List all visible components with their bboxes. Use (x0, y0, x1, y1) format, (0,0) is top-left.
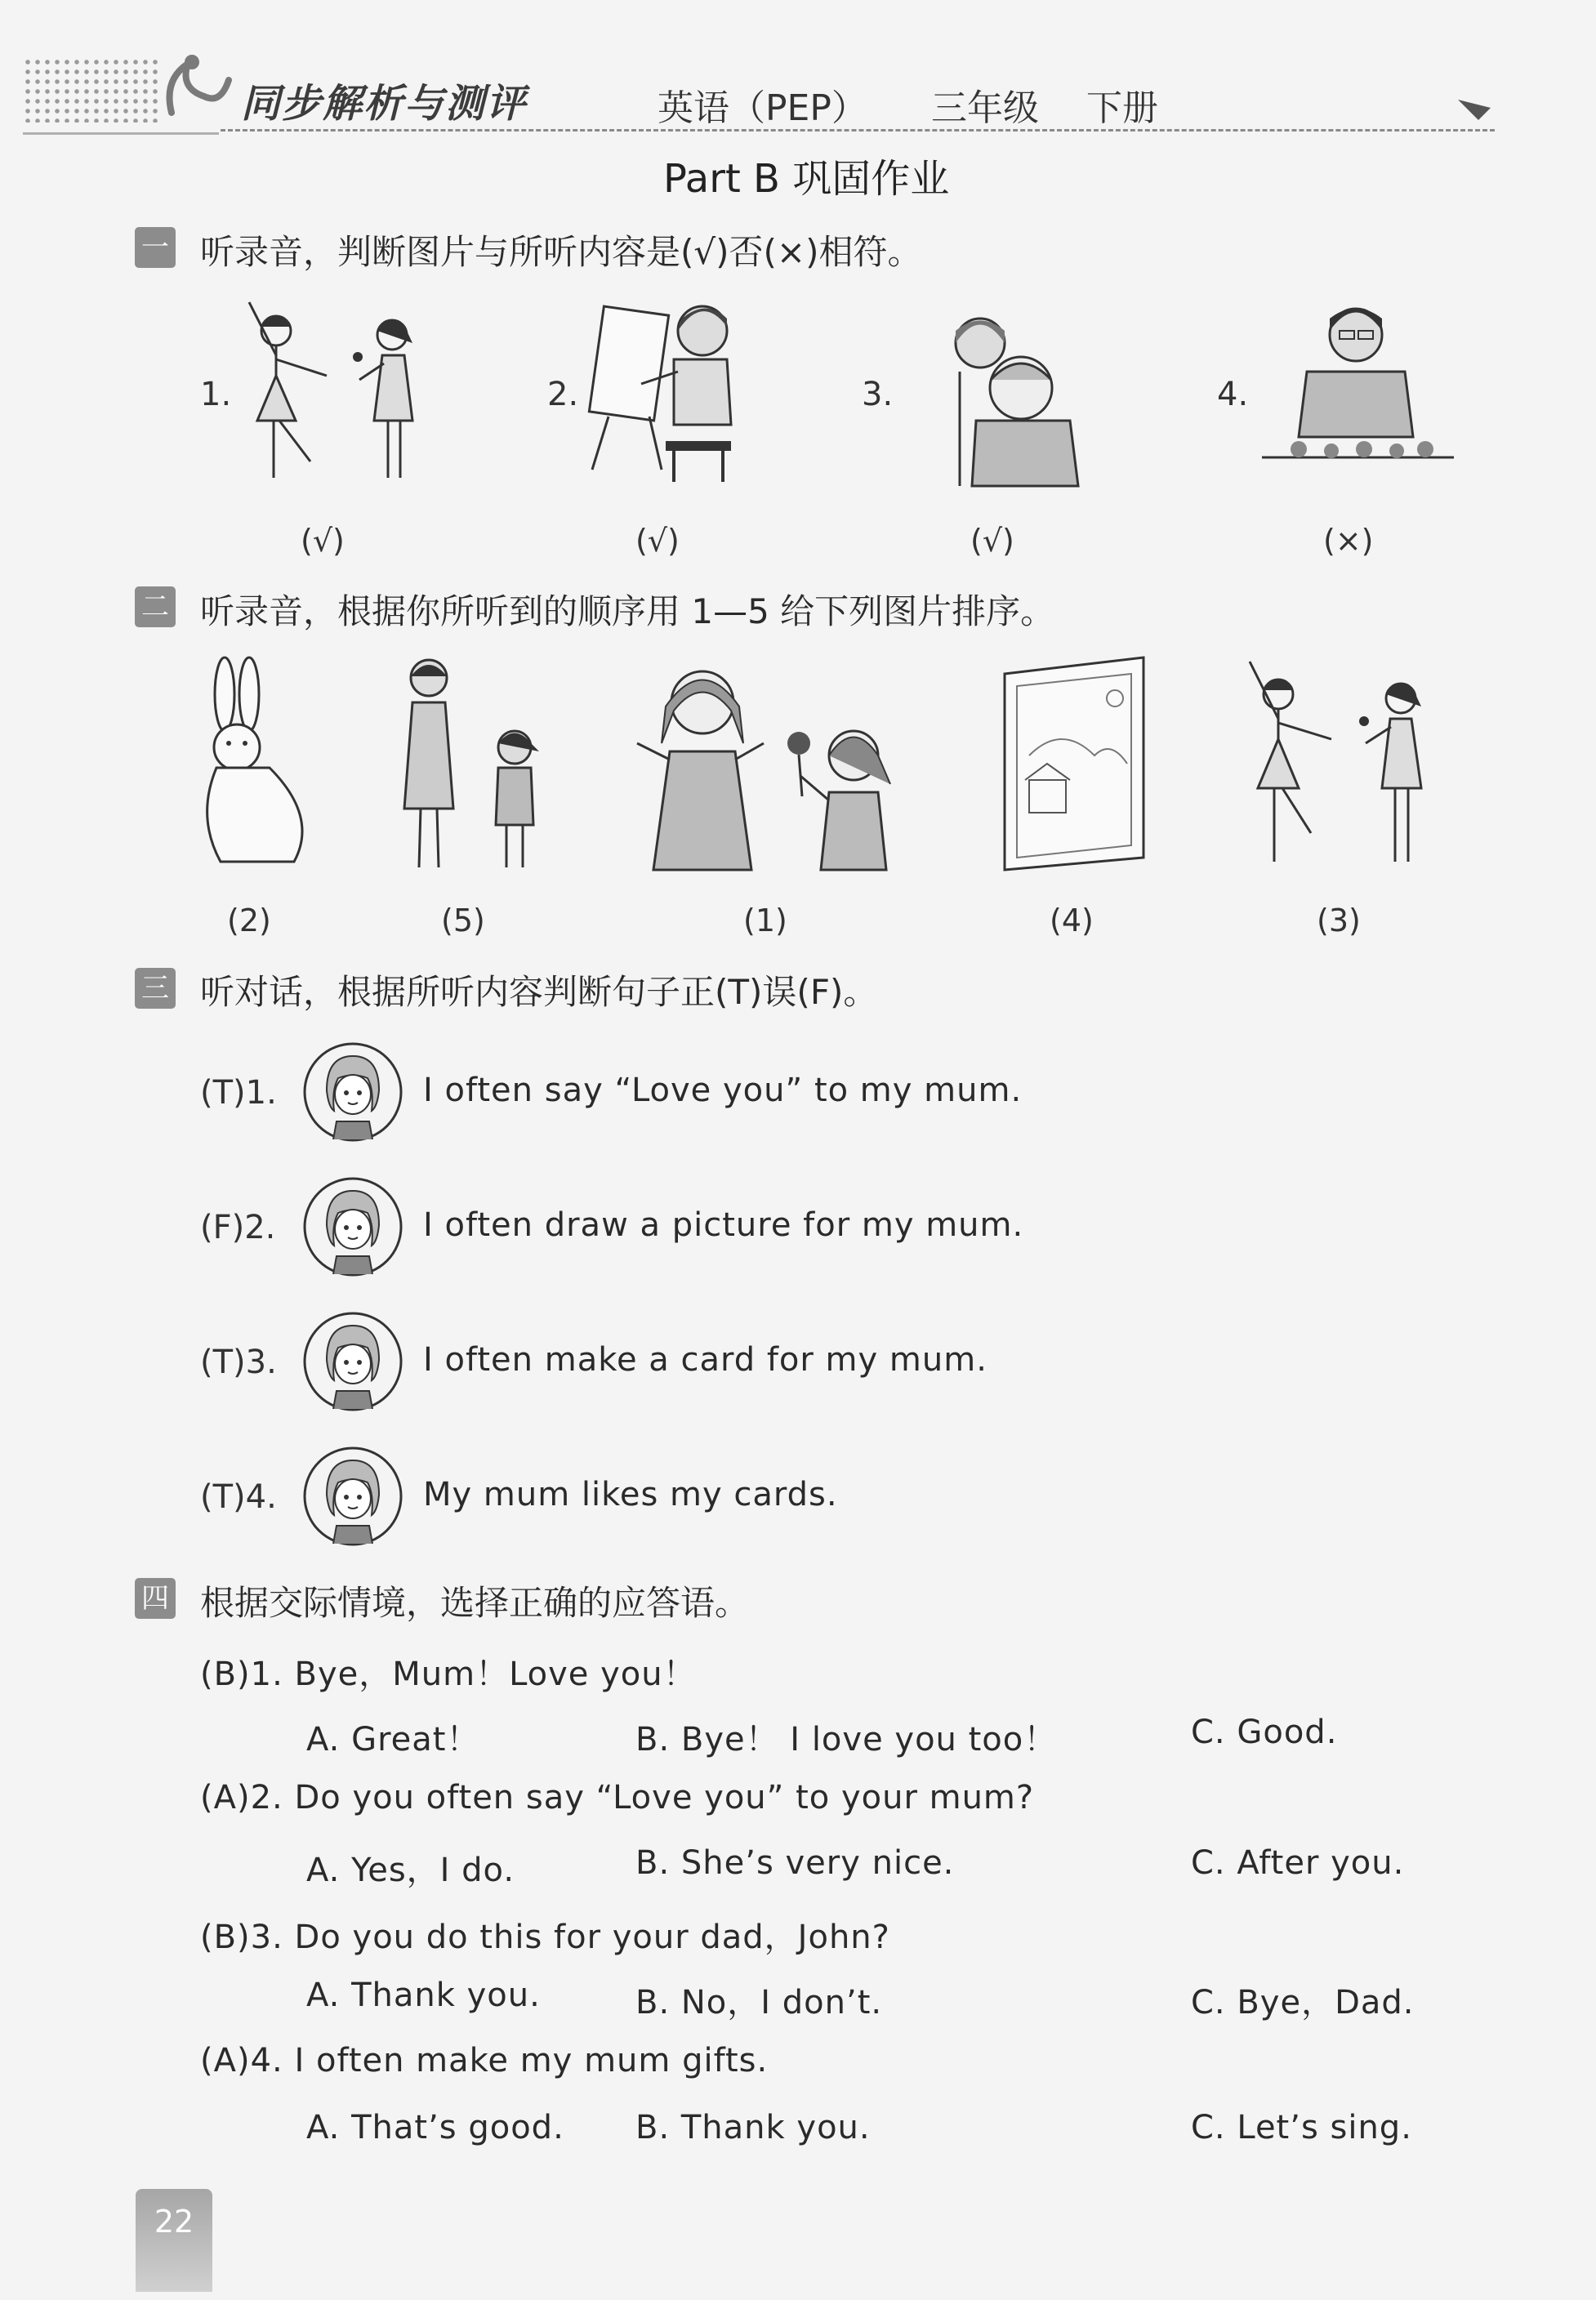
header-subject: 英语（PEP） (658, 87, 867, 129)
s1-item-1-answer: (√) (301, 523, 345, 559)
s1-item-3-answer: (√) (970, 523, 1014, 559)
book-title: 同步解析与测评 (241, 81, 528, 127)
section-3-instruction: 听对话，根据所听内容判断句子正(T)误(F)。 (200, 972, 878, 1012)
header-dots-decoration (23, 57, 162, 123)
s3-item-2-sentence: I often draw a picture for my mum. (423, 1206, 1024, 1244)
s4-q3-option-a: A. Thank you. (306, 1977, 541, 2014)
picture-card-illustration (996, 657, 1152, 870)
header-volume: 下册 (1086, 87, 1158, 129)
section-2-instruction: 听录音，根据你所听到的顺序用 1—5 给下列图片排序。 (200, 591, 1055, 631)
s2-item-2-answer: (5) (441, 903, 485, 938)
section-3-icon: 三 (135, 968, 176, 1009)
page-number: 22 (136, 2189, 212, 2292)
man-making-clay-illustration (1254, 294, 1458, 498)
s4-q4-option-c: C. Let’s sing. (1191, 2109, 1412, 2146)
section-4-instruction: 根据交际情境，选择正确的应答语。 (200, 1583, 750, 1623)
part-title: Part B 巩固作业 (663, 156, 950, 202)
s2-item-5-answer: (3) (1317, 903, 1361, 938)
s4-q2-option-b: B. She’s very nice. (635, 1844, 955, 1882)
section-2-icon: 二 (135, 586, 176, 627)
section-1-icon: 一 (135, 227, 176, 268)
rabbit-illustration (196, 653, 319, 874)
section-1-instruction: 听录音，判断图片与所听内容是(√)否(×)相符。 (200, 232, 922, 272)
girl-and-woman-illustration (380, 653, 551, 878)
s1-item-2-answer: (√) (635, 523, 680, 559)
s4-q1-question: (B)1. Bye，Mum！Love you！ (200, 1656, 697, 1693)
header-grade: 三年级 (931, 87, 1039, 129)
dancing-singing-girls-illustration (237, 298, 449, 494)
girl-avatar-icon (302, 1446, 403, 1547)
s1-item-3-number: 3. (862, 376, 894, 413)
section-4-icon: 四 (135, 1578, 176, 1619)
girl-avatar-icon (302, 1311, 403, 1412)
s2-item-4-answer: (4) (1050, 903, 1094, 938)
s2-item-1-answer: (2) (227, 903, 271, 938)
s4-q1-option-b: B. Bye！ I love you too！ (635, 1721, 1058, 1758)
s3-item-4-sentence: My mum likes my cards. (423, 1476, 838, 1513)
boy-painting-illustration (584, 294, 756, 490)
s4-q1-option-a: A. Great！ (306, 1721, 480, 1758)
s3-item-3-sentence: I often make a card for my mum. (423, 1341, 987, 1379)
girl-avatar-icon (302, 1176, 403, 1277)
s3-item-1-sentence: I often say “Love you” to my mum. (423, 1072, 1023, 1109)
header-logo-icon (155, 47, 237, 129)
header-solid-line (23, 132, 219, 135)
s3-item-3-prefix: (T)3. (200, 1344, 277, 1381)
s4-q3-question: (B)3. Do you do this for your dad，John? (200, 1919, 890, 1956)
dancing-singing-girls-illustration-2 (1233, 657, 1454, 874)
s1-item-2-number: 2. (547, 376, 579, 413)
s4-q3-option-c: C. Bye，Dad. (1191, 1984, 1415, 2021)
s4-q2-question: (A)2. Do you often say “Love you” to your mum? (200, 1779, 1035, 1816)
woman-and-girl-with-flower-illustration (621, 653, 923, 874)
s4-q4-option-a: A. That’s good. (306, 2109, 564, 2146)
girl-hugging-grandma-illustration (927, 298, 1090, 494)
header-dashed-line (221, 129, 1495, 131)
header-arrow-icon (1454, 91, 1495, 124)
girl-avatar-icon (302, 1041, 403, 1143)
s1-item-1-number: 1. (200, 376, 232, 413)
s4-q2-option-c: C. After you. (1191, 1844, 1405, 1882)
s4-q1-option-c: C. Good. (1191, 1714, 1338, 1751)
s4-q4-option-b: B. Thank you. (635, 2109, 871, 2146)
s4-q3-option-b: B. No，I don’t. (635, 1984, 883, 2021)
s4-q2-option-a: A. Yes，I do. (306, 1852, 515, 1889)
s4-q4-question: (A)4. I often make my mum gifts. (200, 2042, 769, 2079)
s3-item-4-prefix: (T)4. (200, 1478, 277, 1516)
s1-item-4-answer: (×) (1323, 523, 1374, 559)
s3-item-1-prefix: (T)1. (200, 1074, 277, 1112)
s3-item-2-prefix: (F)2. (200, 1209, 276, 1246)
s1-item-4-number: 4. (1217, 376, 1249, 413)
s2-item-3-answer: (1) (743, 903, 787, 938)
